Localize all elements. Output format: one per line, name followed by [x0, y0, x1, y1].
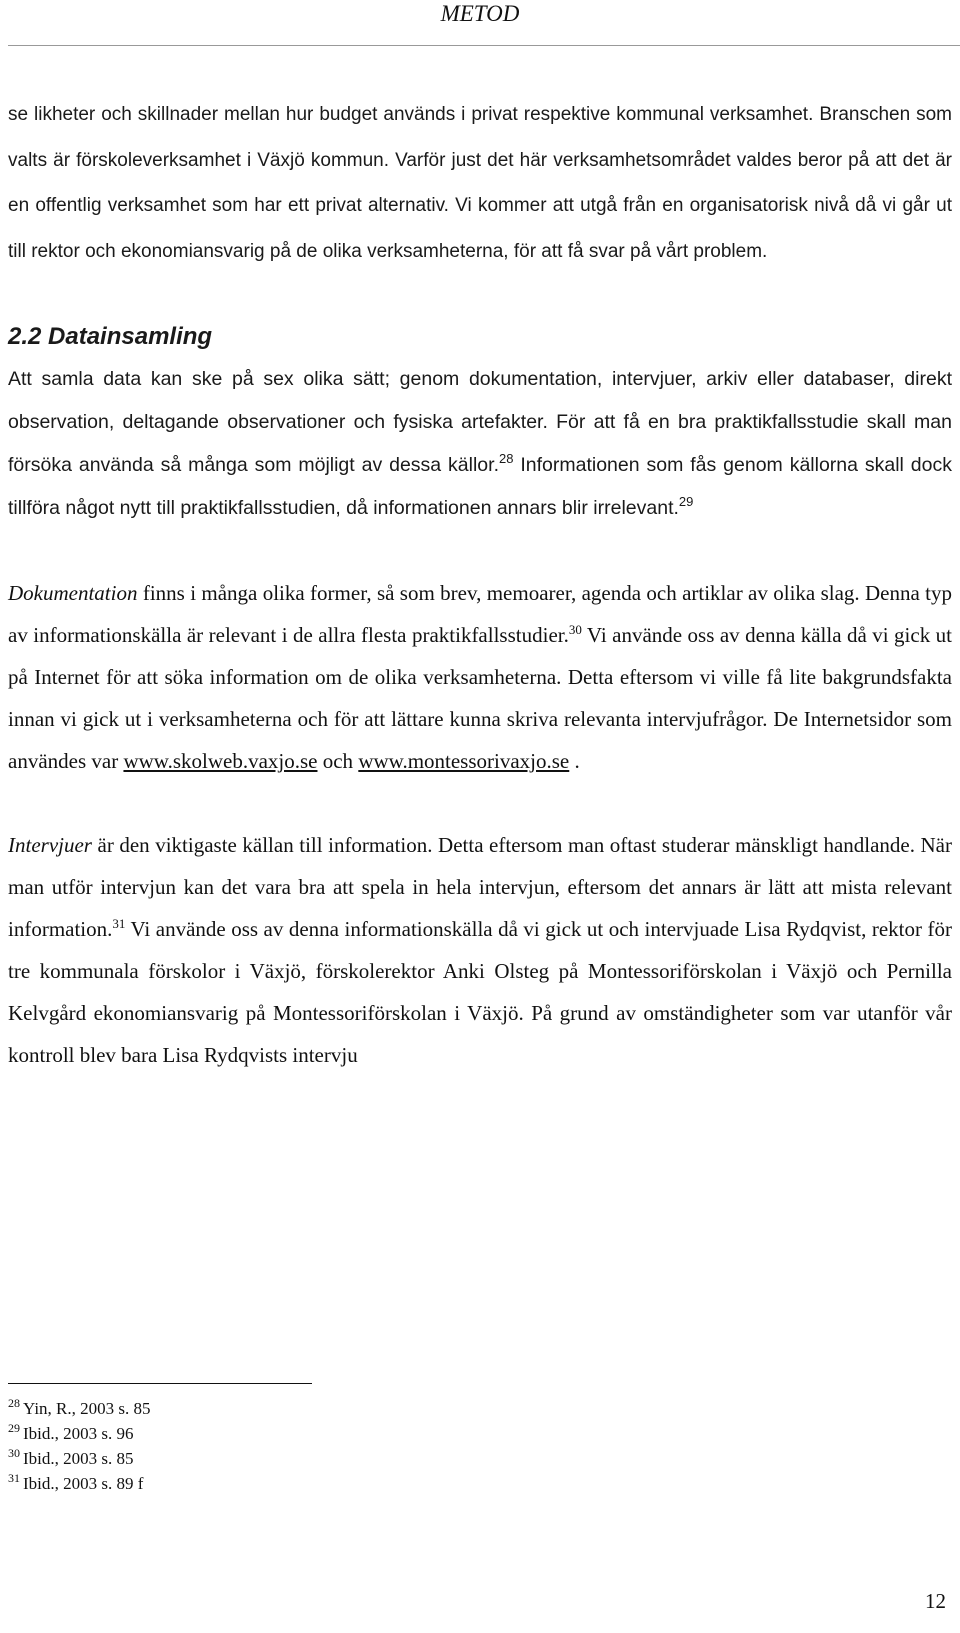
footnotes	[8, 1396, 608, 1496]
footnote-item	[8, 1421, 608, 1446]
documentation-text-1: finns i många olika former, så som brev, memoarer, agenda och artiklar av olika slag. Denna typ av informationskälla är relevant i de allra flesta praktikfallsstudier.	[8, 581, 952, 647]
body-text	[8, 92, 952, 1076]
footnote-rule	[8, 1383, 312, 1384]
footnote-number: 30	[8, 1446, 20, 1460]
section-heading: 2.2 Datainsamling	[8, 323, 213, 350]
header-rule	[8, 45, 960, 46]
data-collection-paragraph	[8, 358, 952, 530]
footnote-text: Ibid., 2003 s. 89 f	[23, 1474, 144, 1493]
footnote-number: 31	[8, 1471, 20, 1485]
footnote-item	[8, 1396, 608, 1421]
link-montessorivaxjo[interactable]: www.montessorivaxjo.se	[358, 749, 570, 773]
footnote-item	[8, 1446, 608, 1471]
intro-paragraph	[8, 92, 952, 274]
footnote-item	[8, 1471, 608, 1496]
link-skolweb[interactable]: www.skolweb.vaxjo.se	[123, 749, 318, 773]
documentation-text-3: och	[317, 749, 359, 773]
footnote-ref-29[interactable]: 29	[678, 494, 694, 509]
interviews-text-1: är den viktigaste källan till information. Detta eftersom man oftast studerar mänskligt handlande. När man utför intervjun kan det vara bra att spela in hela intervjun, eftersom det annars är lätt att mista relevant information.	[8, 833, 952, 941]
footnote-ref-28[interactable]: 28	[498, 451, 514, 466]
documentation-text-2: Vi använde oss av denna källa då vi gick ut på Internet för att söka information om de olika verksamheterna. Detta eftersom vi ville få lite bakgrundsfakta innan vi gick ut i verksamheterna och för att lättare kunna skriva relevanta intervjufrågor. De Internetsidor som användes var	[8, 623, 952, 773]
running-header: METOD	[440, 1, 520, 26]
spacer	[8, 782, 952, 824]
documentation-text-4: .	[569, 749, 580, 773]
interviews-paragraph	[8, 824, 952, 1076]
footnote-number: 28	[8, 1396, 20, 1410]
footnote-ref-31[interactable]: 31	[112, 916, 126, 931]
spacer	[8, 530, 952, 572]
footnote-number: 29	[8, 1421, 20, 1435]
documentation-paragraph	[8, 572, 952, 782]
intro-text: se likheter och skillnader mellan hur budget används i privat respektive kommunal verksamhet. Branschen som valts är förskoleverksamhet i Växjö kommun. Varför just det här verksamhetsområdet valdes beror på att det är en offentlig verksamhet som har ett privat alternativ. Vi kommer att utgå från en organisatorisk nivå då vi går ut till rektor och ekonomiansvarig på de olika verksamheterna, för att få svar på vårt problem.	[8, 104, 952, 262]
interviews-text-2: Vi använde oss av denna informationskälla då vi gick ut och intervjuade Lisa Rydqvist, rektor för tre kommunala förskolor i Växjö, förskolerektor Anki Olsteg på Montessoriförskolan i Växjö och Pernilla Kelvgård ekonomiansvarig på Montessoriförskolan i Växjö. På grund av omständigheter som var utanför vår kontroll blev bara Lisa Rydqvists intervju	[8, 917, 952, 1067]
data-collection-text-2: Informationen som fås genom källorna skall dock tillföra något nytt till praktikfallsstudien, då informationen annars blir irrelevant.	[8, 454, 952, 519]
spacer	[8, 274, 952, 316]
interviews-term: Intervjuer	[8, 833, 92, 857]
documentation-term: Dokumentation	[8, 581, 138, 605]
footnote-ref-30[interactable]: 30	[568, 622, 582, 637]
page-number: 12	[925, 1589, 946, 1613]
footnote-text: Ibid., 2003 s. 96	[23, 1424, 134, 1443]
data-collection-text-1: Att samla data kan ske på sex olika sätt; genom dokumentation, intervjuer, arkiv eller databaser, direkt observation, deltagande observationer och fysiska artefakter. För att få en bra praktikfallsstudie skall man försöka använda så många som möjligt av dessa källor.	[8, 368, 952, 476]
footnote-text: Ibid., 2003 s. 85	[23, 1449, 134, 1468]
footnote-text: Yin, R., 2003 s. 85	[23, 1399, 151, 1418]
